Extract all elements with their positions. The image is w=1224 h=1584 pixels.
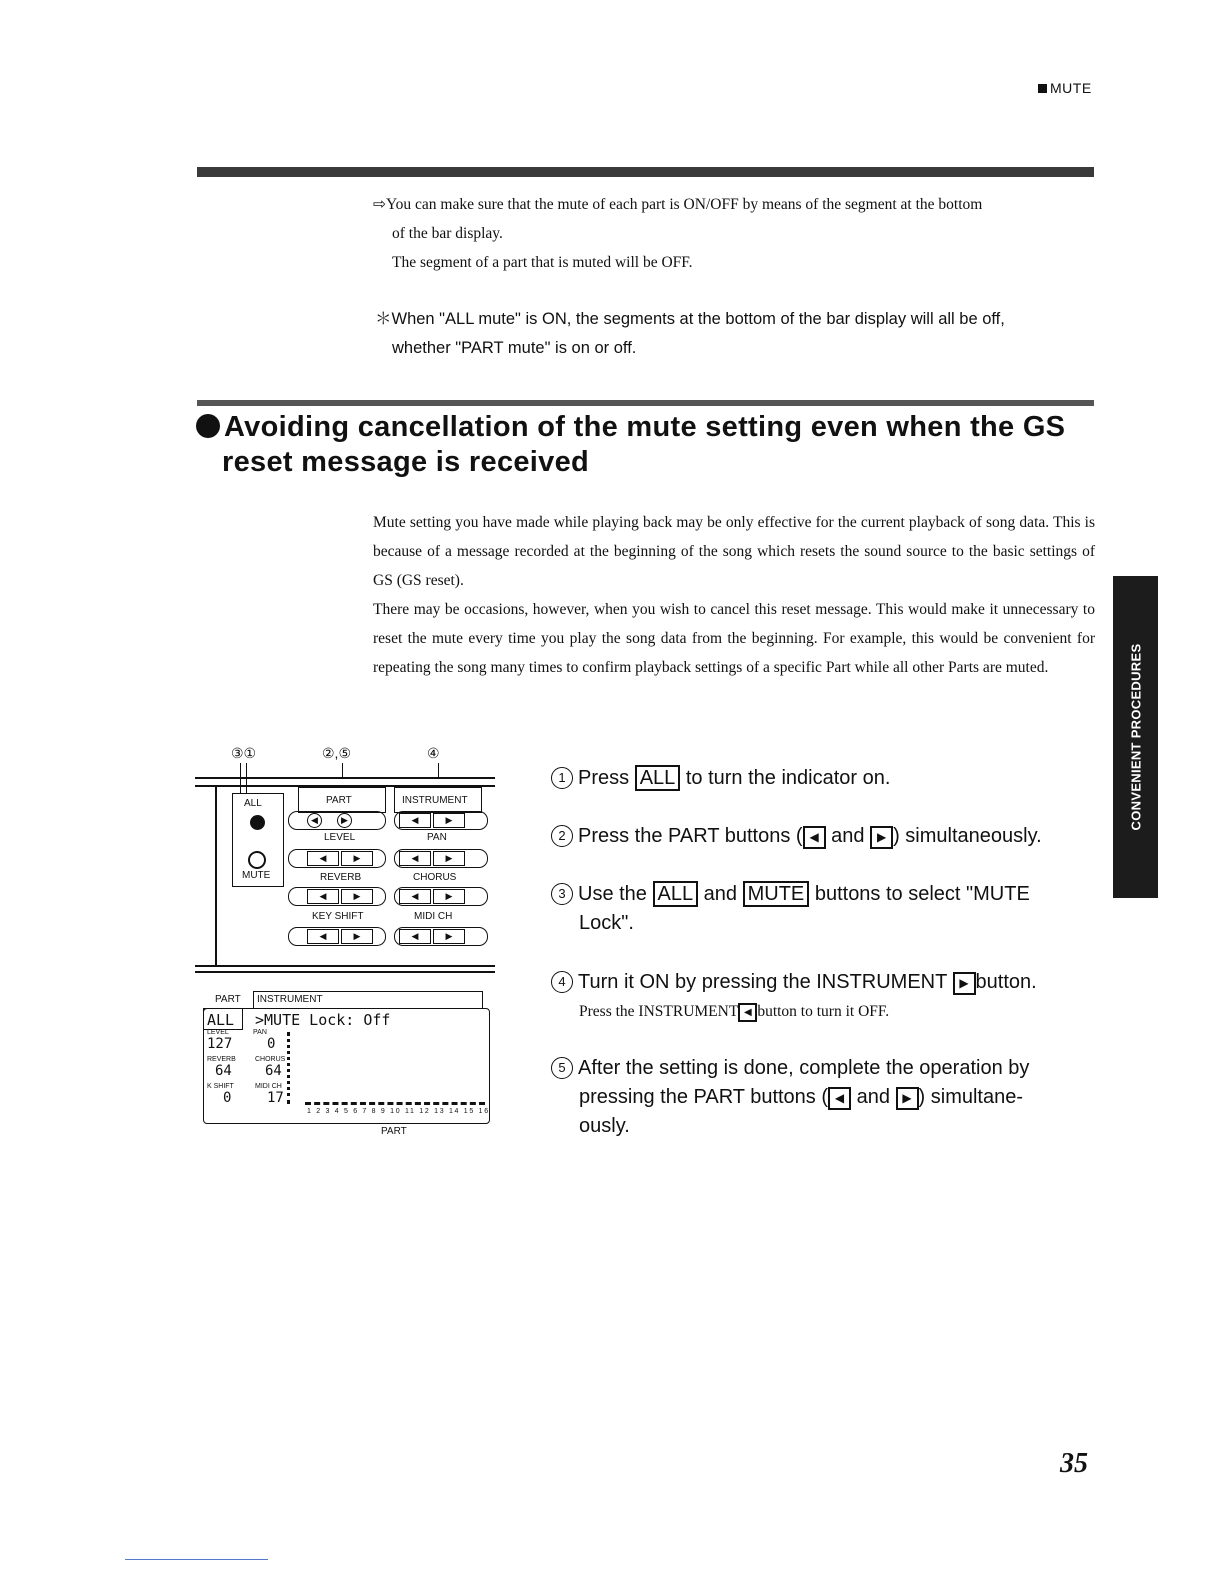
reverb-label: REVERB [320,872,362,883]
lcd-pan-label: PAN [253,1029,267,1036]
caution-block [375,305,1095,363]
step-2 [551,822,1096,851]
key-shift-right-button[interactable]: ▶ [341,929,373,944]
step-4 [551,968,1096,1026]
left-arrow-icon: ◀ [828,1087,851,1110]
part-label: PART [326,795,352,806]
page-number: 35 [1060,1448,1088,1479]
step-5-pre: pressing the PART buttons ( [579,1086,829,1108]
step-2-pre: Press the PART buttons ( [578,825,803,847]
instrument-left-button[interactable]: ◀ [399,813,431,828]
step-4-sub-post: button to turn it OFF. [757,1003,890,1020]
lcd-level-value: 127 [207,1036,233,1052]
panel-top-edge [195,777,495,779]
lcd-part-footer: PART [381,1126,407,1137]
all-label: ALL [244,798,262,809]
step-3-pre: Use the [578,883,647,905]
key-shift-label: KEY SHIFT [312,911,364,922]
step-1-pre: Press [578,767,630,789]
instrument-label: INSTRUMENT [402,795,468,806]
all-key: ALL [653,881,699,907]
callout-2-5: ②,⑤ [322,745,351,761]
step-4-post: button. [975,971,1037,993]
reverb-left-button[interactable]: ◀ [307,889,339,904]
lcd-pan-value: 0 [267,1036,276,1052]
step-5 [551,1054,1096,1141]
pan-right-button[interactable]: ▶ [433,851,465,866]
lcd-midich-label: MIDI CH [255,1083,282,1090]
section-label: MUTE [1050,80,1092,96]
step-5-line-3: ously. [579,1115,630,1137]
panel-bottom-edge-outer [195,971,495,973]
right-arrow-icon: ▶ [896,1087,919,1110]
reverb-right-button[interactable]: ▶ [341,889,373,904]
step-1-number: 1 [551,767,573,789]
left-arrow-icon: ◀ [738,1003,757,1022]
level-button-pair [288,849,386,868]
caution-line-2: whether "PART mute" is on or off. [392,339,637,357]
round-bullet-icon [196,414,220,438]
step-4-pre: Turn it ON by pressing the INSTRUMENT [578,971,947,993]
level-label: LEVEL [324,832,356,843]
lcd-all-text: ALL [207,1011,235,1029]
pan-button-pair [394,849,488,868]
side-tab [1113,576,1158,898]
level-left-button[interactable]: ◀ [307,851,339,866]
step-5-number: 5 [551,1057,573,1079]
square-bullet-icon [1038,84,1047,93]
heading-line-2: reset message is received [222,446,590,478]
intro-text [373,508,1095,682]
mute-label: MUTE [242,870,271,881]
intro-paragraph-2: There may be occasions, however, when you wish to cancel this reset message. This would make it unnecessary to reset the mute every time you play the song data from the beginning. For example, this would be convenient for repeating the song many times to confirm playback settings of a specific Part while all other Parts are muted. [373,601,1095,676]
section-header [1038,80,1092,96]
lcd-mute-lock-text: >MUTE Lock: Off [255,1011,391,1029]
lcd-level-label: LEVEL [207,1029,229,1036]
step-1-post: to turn the indicator on. [685,767,891,789]
level-right-button[interactable]: ▶ [341,851,373,866]
midi-ch-button-pair [394,927,488,946]
pan-label: PAN [427,832,447,843]
lcd-separator [287,1032,290,1104]
key-shift-button-pair [288,927,386,946]
key-shift-left-button[interactable]: ◀ [307,929,339,944]
midi-ch-label: MIDI CH [414,911,453,922]
lcd-reverb-label: REVERB [207,1056,236,1063]
mute-key: MUTE [743,881,810,907]
step-1 [551,764,1096,793]
pan-left-button[interactable]: ◀ [399,851,431,866]
note-line-1: ⇨You can make sure that the mute of each part is ON/OFF by means of the segment at the bottom [373,196,983,213]
step-4-sub-pre: Press the INSTRUMENT [579,1003,739,1020]
instrument-button-pair [394,811,488,830]
lcd-instrument-label: INSTRUMENT [257,994,323,1005]
step-5-mid: and [856,1086,890,1108]
chorus-button-pair [394,887,488,906]
step-3-mid: and [703,883,738,905]
right-arrow-icon: ▶ [870,826,893,849]
part-right-button[interactable]: ▶ [337,813,352,828]
chorus-label: CHORUS [413,872,457,883]
panel-bottom-edge [195,965,495,967]
section-heading [196,410,1096,480]
bottom-underline [125,1559,268,1560]
lcd-part-segments [305,1102,485,1105]
midi-ch-left-button[interactable]: ◀ [399,929,431,944]
part-button-pair [288,811,386,830]
lcd-part-label: PART [215,994,241,1005]
callout-4: ④ [427,745,440,761]
intro-paragraph-1: Mute setting you have made while playing back may be only effective for the current playback of song data. This is because of a message recorded at the beginning of the song which resets the sound source to the basic settings of GS (GS reset). [373,514,1095,589]
heading-line-1: Avoiding cancellation of the mute setting even when the GS [224,411,1066,443]
instrument-right-button[interactable]: ▶ [433,813,465,828]
note-line-2: of the bar display. [392,225,503,242]
section-rule [197,400,1094,406]
lcd-kshift-value: 0 [223,1090,232,1106]
chorus-left-button[interactable]: ◀ [399,889,431,904]
note-line-3: The segment of a part that is muted will be OFF. [392,254,693,271]
lcd-part-numbers: 1 2 3 4 5 6 7 8 9 10 11 12 13 14 15 16 [307,1108,490,1115]
reverb-button-pair [288,887,386,906]
step-2-number: 2 [551,825,573,847]
note-block [373,190,1095,277]
lcd-kshift-label: K SHIFT [207,1083,234,1090]
step-3 [551,880,1096,938]
all-indicator-icon[interactable] [250,815,265,830]
step-5-post: ) simultane- [918,1086,1024,1108]
step-3-post: buttons to select "MUTE [814,883,1030,905]
chorus-right-button[interactable]: ▶ [433,889,465,904]
lcd-chorus-label: CHORUS [255,1056,286,1063]
step-2-mid: and [831,825,865,847]
part-left-button[interactable]: ◀ [307,813,322,828]
lcd-chorus-value: 64 [265,1063,282,1079]
step-2-post: ) simultaneously. [893,825,1042,847]
callout-3-1: ③① [231,745,257,761]
step-4-number: 4 [551,971,573,993]
step-3-line-2: Lock". [579,912,634,934]
left-arrow-icon: ◀ [803,826,826,849]
panel-left-edge [215,785,217,965]
mute-indicator-icon[interactable] [248,851,266,869]
lcd-reverb-value: 64 [215,1063,232,1079]
step-5-line-1: After the setting is done, complete the operation by [578,1057,1030,1079]
side-tab-label: CONVENIENT PROCEDURES [1128,643,1143,831]
step-4-subnote [551,997,1096,1026]
top-rule [197,167,1094,177]
step-3-number: 3 [551,883,573,905]
right-arrow-icon: ▶ [953,972,976,995]
lcd-midich-value: 17 [267,1090,284,1106]
front-panel-diagram [195,745,500,1145]
midi-ch-right-button[interactable]: ▶ [433,929,465,944]
all-key: ALL [635,765,681,791]
caution-line-1: ＊When "ALL mute" is ON, the segments at the bottom of the bar display will all be off, [375,310,1005,328]
